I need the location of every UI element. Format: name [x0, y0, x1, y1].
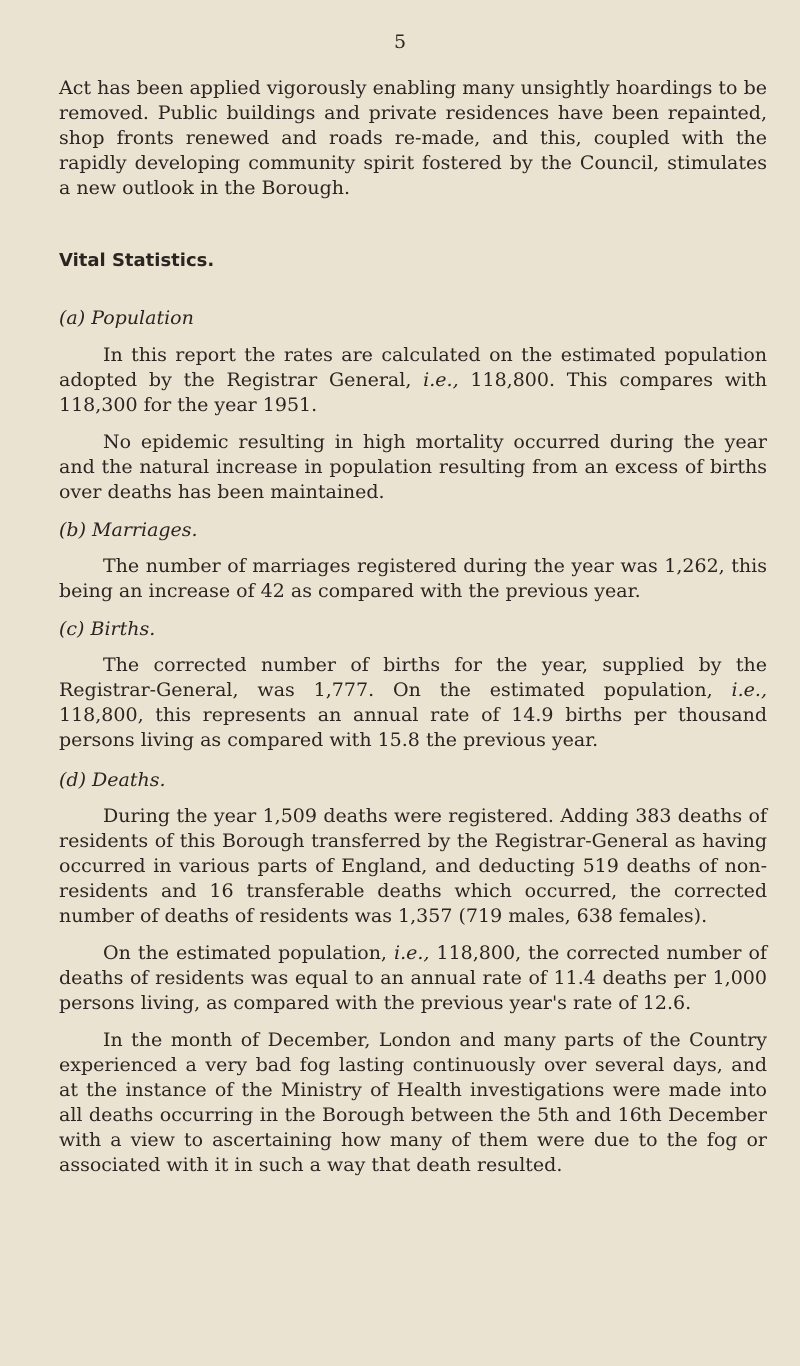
deaths-heading — [59, 768, 767, 793]
births-heading-text: Births. — [90, 618, 156, 640]
population-paragraph-1 — [59, 343, 767, 418]
population-p1-before: In this report the rates are calculated on the estimated population adopted by the Registrar General, — [59, 344, 767, 391]
marriages-heading-text: Marriages. — [92, 519, 198, 541]
population-heading-letter: (a) — [59, 307, 86, 329]
population-heading-text: Population — [91, 307, 194, 329]
deaths-paragraph-2 — [59, 941, 767, 1016]
page-number: 5 — [393, 31, 407, 53]
births-p1-after: 118,800, this represents an annual rate of 14.9 births per thousand persons living as compared with 15.8 the previous year. — [59, 704, 767, 751]
births-p1-ie: i.e., — [731, 679, 767, 701]
births-p1-before: The corrected number of births for the year, supplied by the Registrar-General, was 1,777. On the estimated population, — [59, 654, 767, 701]
deaths-paragraph-1: During the year 1,509 deaths were registered. Adding 383 deaths of residents of this Borough transferred by the Registrar-General as having occurred in various parts of England, and deducting 519 deaths of non-residents and 16 transferable deaths which occurred, the corrected number of deaths of residents was 1,357 (719 males, 638 females). — [59, 805, 767, 927]
marriages-heading-letter: (b) — [59, 519, 86, 541]
deaths-p2-after: 118,800, the corrected number of deaths of residents was equal to an annual rate of 11.4 deaths per 1,000 persons living, as compared with the previous year's rate of 12.6. — [59, 942, 768, 1014]
marriages-heading — [59, 518, 767, 543]
births-heading-letter: (c) — [59, 618, 85, 640]
marriages-paragraph-1: The number of marriages registered during the year was 1,262, this being an increase of 42 as compared with the previous year. — [59, 555, 767, 602]
section-heading: Vital Statistics. — [59, 250, 215, 271]
intro-paragraph: Act has been applied vigorously enabling many unsightly hoardings to be removed. Public buildings and private residences have been repainted, shop fronts renewed and roads re-made, and this, coupled with the rapidly developing community spirit fostered by the Council, stimulates a new outlook in the Borough. — [59, 77, 767, 199]
births-heading — [59, 617, 767, 642]
population-heading — [59, 306, 767, 331]
births-paragraph-1 — [59, 653, 767, 753]
population-paragraph-2: No epidemic resulting in high mortality occurred during the year and the natural increase in population resulting from an excess of births over deaths has been maintained. — [59, 431, 767, 503]
population-p1-after: 118,800. This compares with 118,300 for the year 1951. — [59, 369, 767, 416]
page-content — [59, 76, 767, 1178]
deaths-p2-ie: i.e., — [394, 942, 430, 964]
deaths-heading-text: Deaths. — [92, 769, 166, 791]
population-p1-ie: i.e., — [423, 369, 459, 391]
deaths-p2-before: On the estimated population, — [103, 942, 395, 964]
deaths-paragraph-3: In the month of December, London and many parts of the Country experienced a very bad fog lasting continuously over several days, and at the instance of the Ministry of Health investigations were made into all deaths occurring in the Borough between the 5th and 16th December with a view to ascertaining how many of them were due to the fog or associated with it in such a way that death resulted. — [59, 1029, 767, 1176]
deaths-heading-letter: (d) — [59, 769, 86, 791]
